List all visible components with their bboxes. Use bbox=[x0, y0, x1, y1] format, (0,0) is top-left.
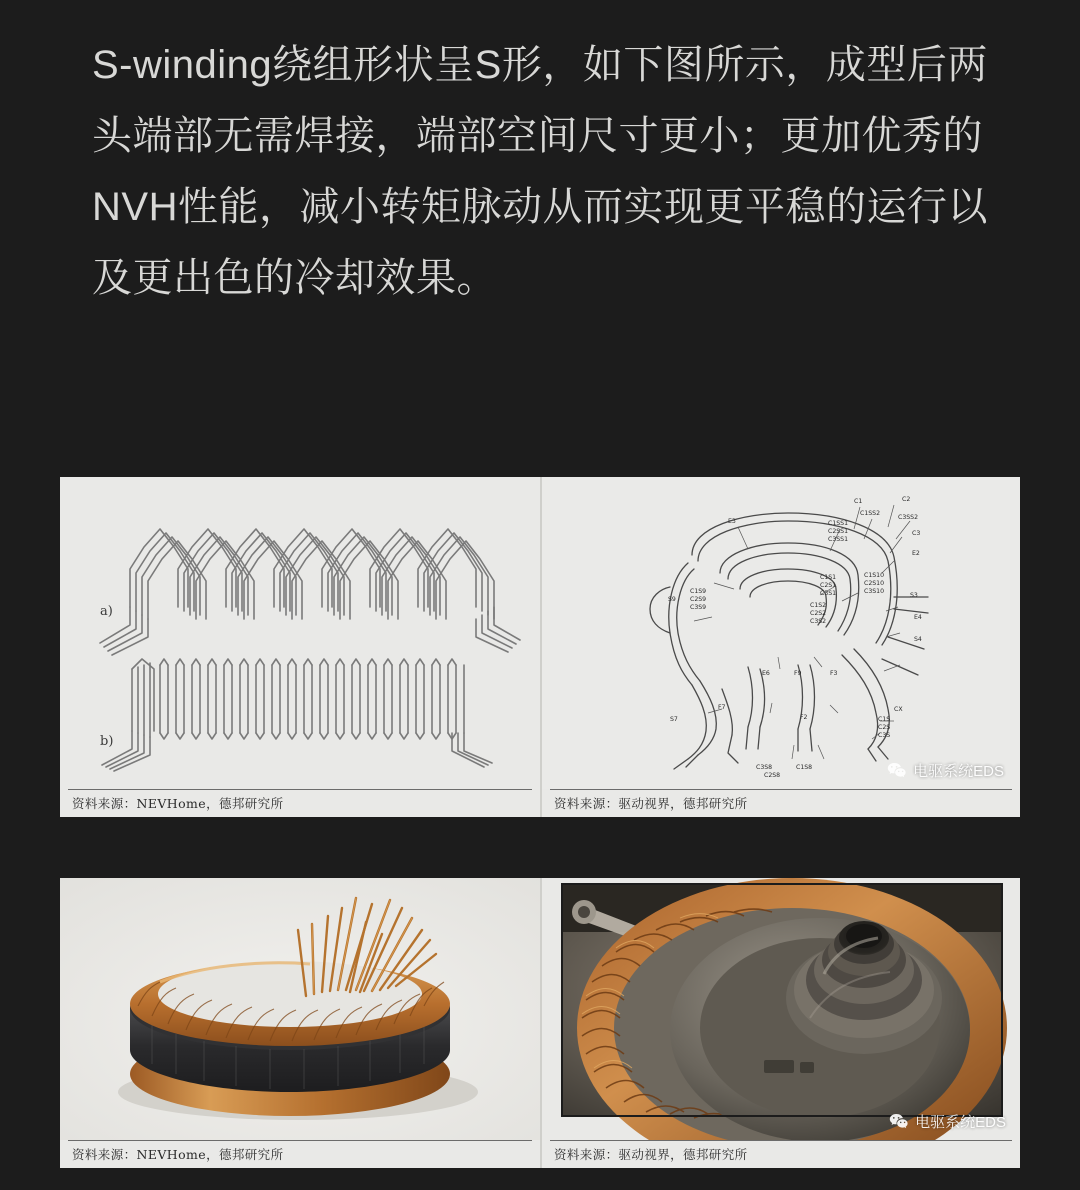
figure-motor-assembly-photo bbox=[540, 878, 1020, 1168]
figure-s-winding-profile bbox=[60, 477, 540, 817]
svg-text:C2S9: C2S9 bbox=[690, 596, 707, 603]
source-text: 资料来源：驱动视界，德邦研究所 bbox=[554, 1147, 748, 1162]
source-bar bbox=[550, 1140, 1012, 1164]
source-bar bbox=[68, 789, 532, 813]
svg-text:C3S8: C3S8 bbox=[756, 764, 773, 771]
svg-text:C1S8: C1S8 bbox=[796, 764, 813, 771]
svg-text:S3: S3 bbox=[910, 592, 918, 599]
svg-text:E4: E4 bbox=[914, 614, 922, 621]
svg-text:CX: CX bbox=[894, 706, 903, 713]
source-text: 资料来源：NEVHome，德邦研究所 bbox=[72, 1147, 284, 1162]
svg-text:E6: E6 bbox=[762, 670, 770, 677]
watermark-wechat bbox=[889, 1111, 1006, 1132]
svg-text:S4: S4 bbox=[914, 636, 922, 643]
svg-text:C3S2: C3S2 bbox=[810, 618, 827, 625]
source-bar bbox=[68, 1140, 532, 1164]
svg-text:C3S10: C3S10 bbox=[864, 588, 885, 595]
svg-text:C3S9: C3S9 bbox=[690, 604, 707, 611]
figure-row-top bbox=[60, 477, 1020, 817]
svg-text:C2SS1: C2SS1 bbox=[828, 528, 849, 535]
svg-text:E2: E2 bbox=[912, 550, 920, 557]
svg-text:C1S: C1S bbox=[878, 716, 891, 723]
svg-text:S9: S9 bbox=[668, 596, 676, 603]
svg-text:C1S10: C1S10 bbox=[864, 572, 885, 579]
figure-stator-hairpin-image bbox=[60, 878, 540, 1140]
watermark-text: 电驱系统EDS bbox=[913, 763, 1004, 780]
watermark-text: 电驱系统EDS bbox=[915, 1114, 1006, 1131]
figure-s-winding-profile-image bbox=[60, 477, 540, 789]
source-text: 资料来源：驱动视界，德邦研究所 bbox=[554, 796, 748, 811]
svg-text:C3SS2: C3SS2 bbox=[898, 514, 919, 521]
svg-text:C1SS1: C1SS1 bbox=[828, 520, 849, 527]
svg-text:C1S2: C1S2 bbox=[810, 602, 827, 609]
svg-text:S7: S7 bbox=[670, 716, 678, 723]
wechat-icon bbox=[889, 1113, 909, 1130]
svg-text:C1: C1 bbox=[854, 498, 863, 505]
watermark-wechat bbox=[887, 760, 1004, 781]
source-text: 资料来源：NEVHome，德邦研究所 bbox=[72, 796, 284, 811]
svg-text:C1S1: C1S1 bbox=[820, 574, 837, 581]
source-bar bbox=[550, 789, 1012, 813]
svg-text:C3S1: C3S1 bbox=[820, 590, 837, 597]
svg-text:C2S1: C2S1 bbox=[820, 582, 837, 589]
svg-text:C3: C3 bbox=[912, 530, 921, 537]
svg-text:a): a) bbox=[100, 604, 113, 619]
wechat-icon bbox=[887, 762, 907, 779]
svg-text:C3SS1: C3SS1 bbox=[828, 536, 849, 543]
svg-text:b): b) bbox=[100, 734, 114, 749]
svg-text:F2: F2 bbox=[800, 714, 808, 721]
figure-motor-assembly-image bbox=[542, 878, 1020, 1140]
svg-text:C1SS2: C1SS2 bbox=[860, 510, 881, 517]
svg-text:F7: F7 bbox=[718, 704, 726, 711]
svg-text:C2S: C2S bbox=[878, 724, 891, 731]
svg-text:C2S10: C2S10 bbox=[864, 580, 885, 587]
svg-text:F3: F3 bbox=[830, 670, 838, 677]
figure-stator-hairpin-photo bbox=[60, 878, 540, 1168]
svg-text:C1S9: C1S9 bbox=[690, 588, 707, 595]
svg-text:E3: E3 bbox=[728, 518, 736, 525]
figure-row-bottom bbox=[60, 878, 1020, 1168]
figure-patent-schematic-image bbox=[542, 477, 1020, 789]
svg-text:C2S2: C2S2 bbox=[810, 610, 827, 617]
article-paragraph: S-winding绕组形状呈S形，如下图所示，成型后两头端部无需焊接，端部空间尺寸更小；更加优秀的NVH性能，减小转矩脉动从而实现更平稳的运行以及更出色的冷却效果。 bbox=[92, 43, 988, 300]
svg-text:C3S: C3S bbox=[878, 732, 891, 739]
figure-patent-schematic bbox=[540, 477, 1020, 817]
svg-text:F9: F9 bbox=[794, 670, 802, 677]
svg-text:C2S8: C2S8 bbox=[764, 772, 781, 779]
svg-text:C2: C2 bbox=[902, 496, 911, 503]
